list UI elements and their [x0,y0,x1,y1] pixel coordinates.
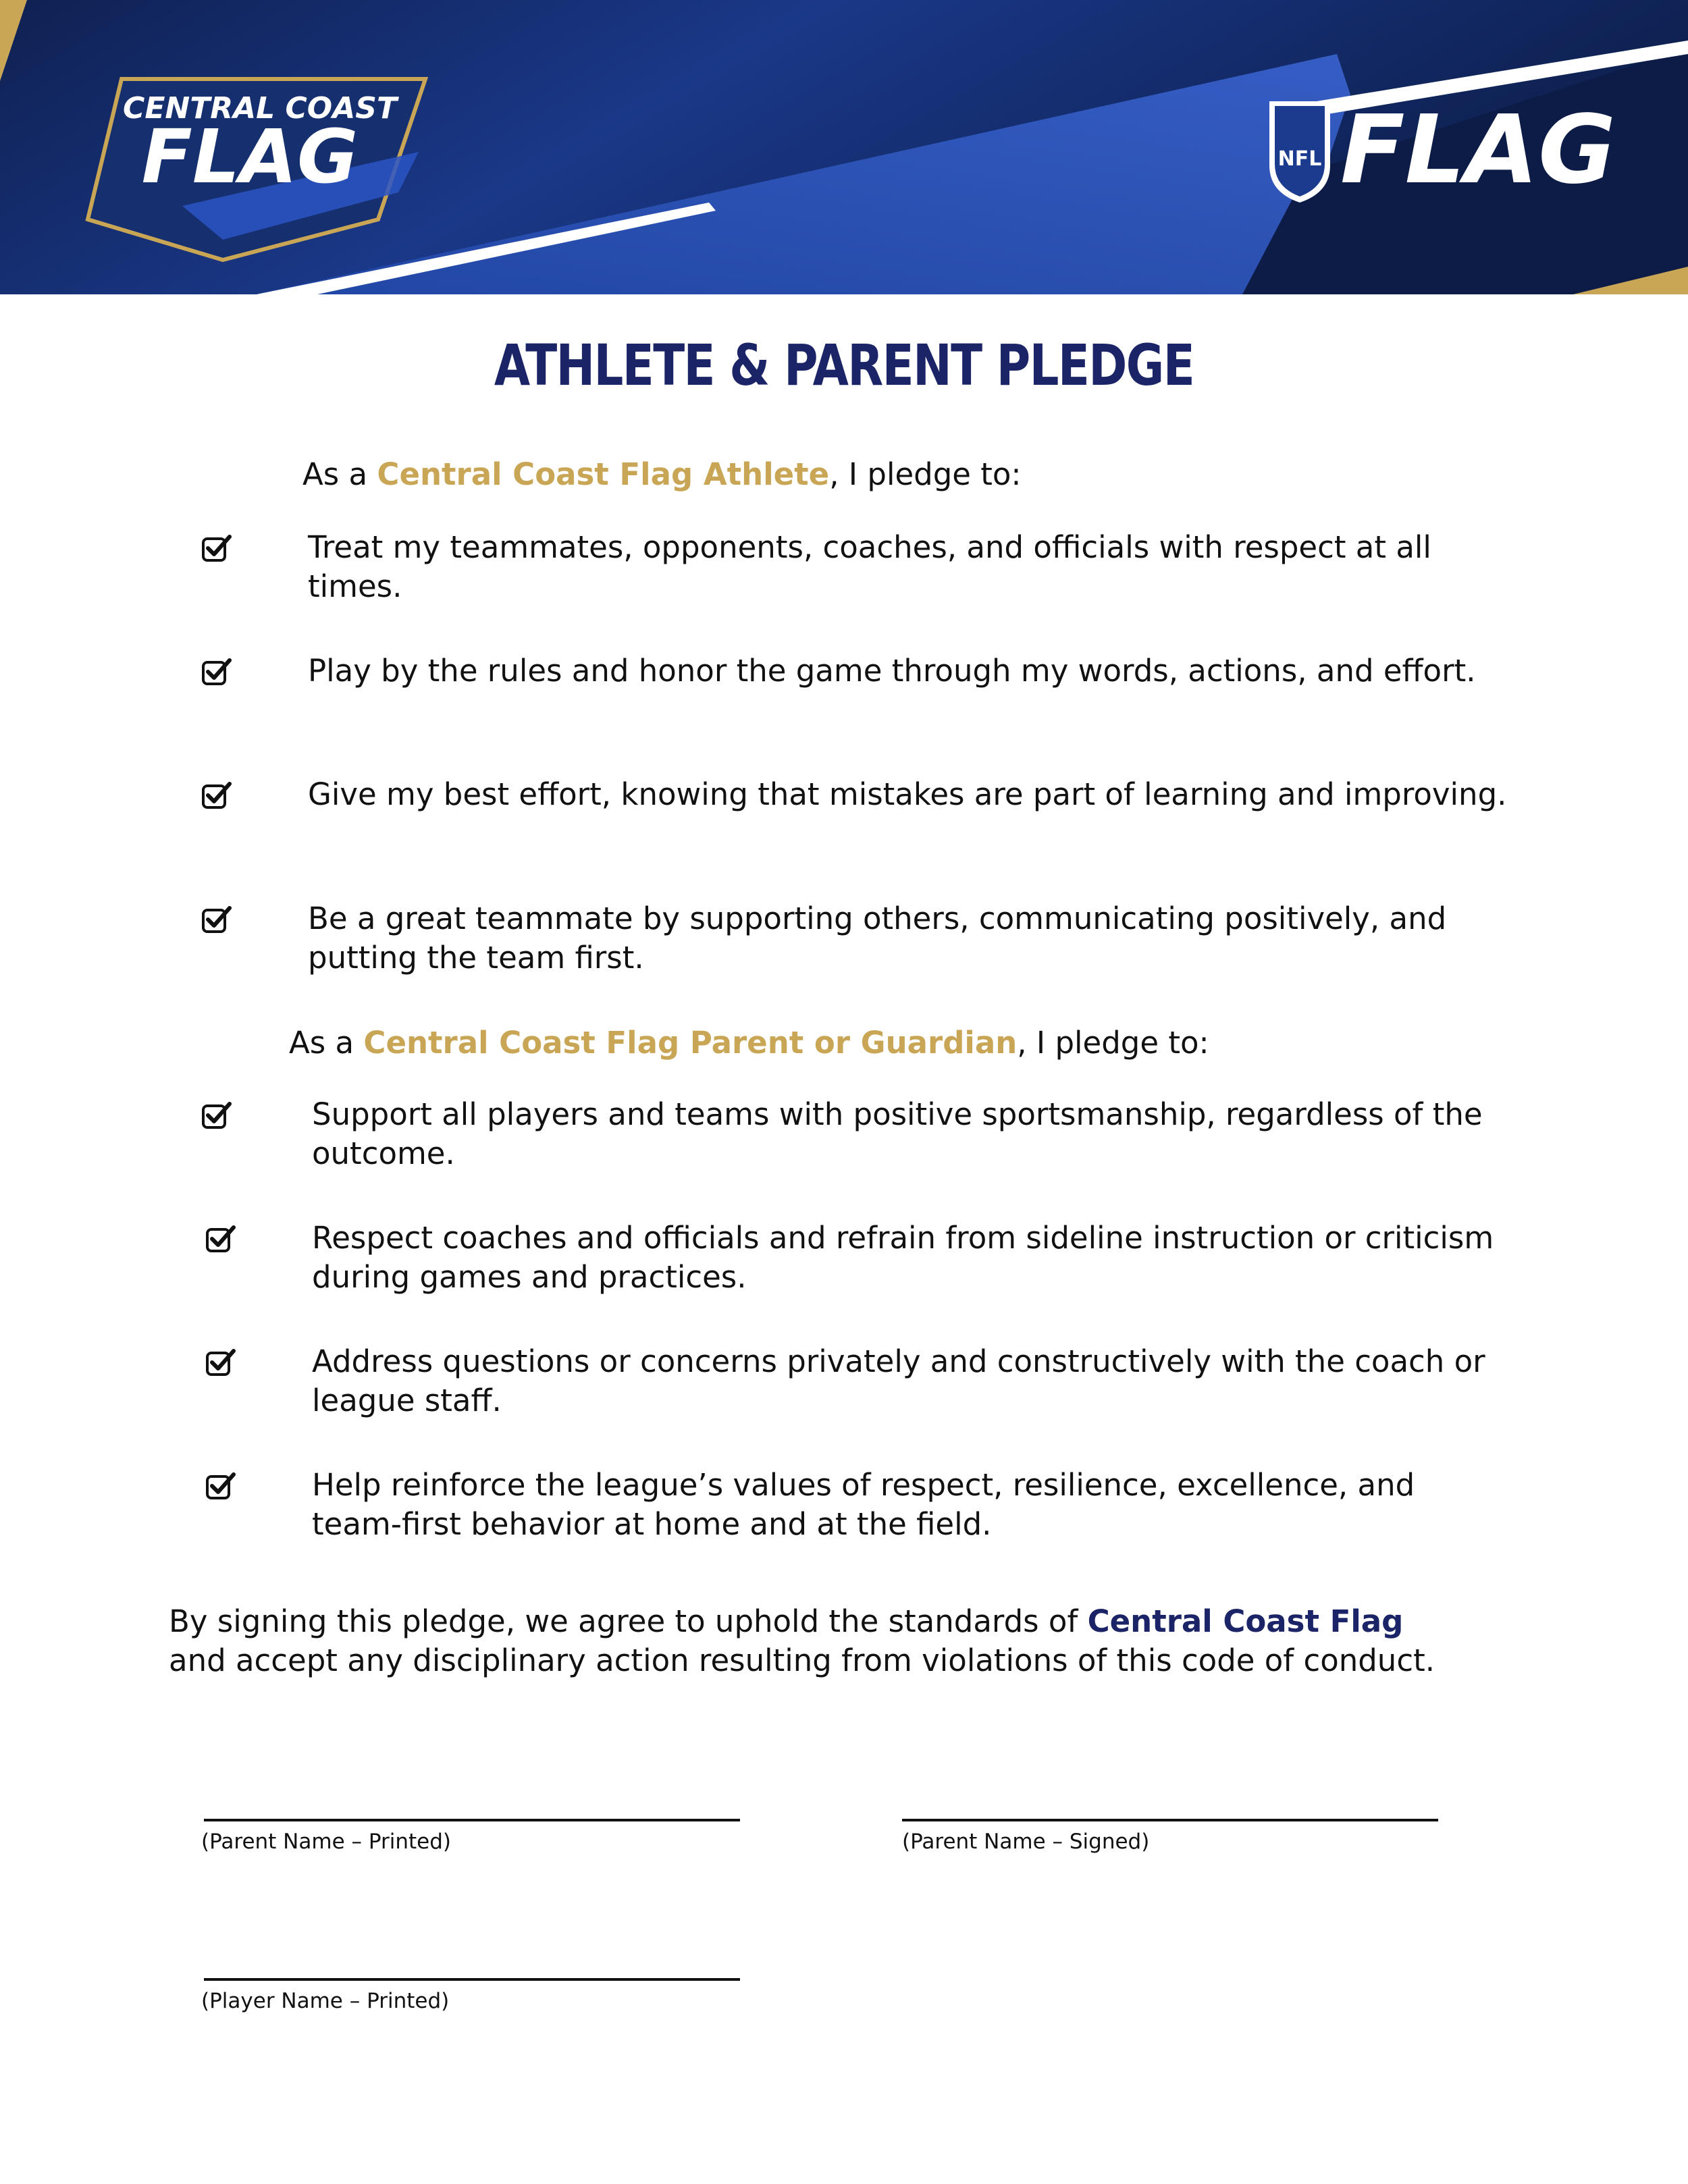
parent-intro [289,1024,1209,1062]
nfl-badge-text: NFL [1277,147,1322,171]
parent-intro-highlight: Central Coast Flag Parent or Guardian [363,1025,1018,1061]
checkbox-checked-icon [201,780,232,811]
pledge-text: Respect coaches and officials and refrain from sideline instruction or criticism during games and practices. [312,1220,1494,1295]
athlete-intro [302,456,1022,494]
checkbox-checked-icon [201,1100,232,1131]
pledge-text: Treat my teammates, opponents, coaches, and officials with respect at all times. [308,529,1431,604]
pledge-text: Play by the rules and honor the game through my words, actions, and effort. [308,653,1476,689]
checkbox-checked-icon [201,905,232,936]
checkbox-checked-icon [205,1348,236,1379]
parent-signed-line[interactable] [902,1819,1438,1821]
parent-printed-line[interactable] [204,1819,740,1821]
athlete-intro-pre: As a [302,456,377,492]
player-printed-line[interactable] [204,1978,740,1981]
logo-line1: CENTRAL COAST [123,91,397,126]
shield-icon [81,71,432,273]
pledge-text: Support all players and teams with positive sportsmanship, regardless of the outcome. [312,1096,1483,1171]
checkbox-checked-icon [205,1224,236,1255]
pledge-text: Address questions or concerns privately and constructively with the coach or league staff. [312,1343,1485,1418]
parent-signed-label: (Parent Name – Signed) [902,1830,1150,1854]
parent-intro-pre: As a [289,1025,364,1061]
checkbox-checked-icon [201,657,232,688]
nfl-flag-logo [1266,91,1617,206]
pledge-text: Help reinforce the league’s values of respect, resilience, excellence, and team-first behavior at home and at the field. [312,1467,1415,1542]
parent-intro-post: , I pledge to: [1017,1025,1209,1061]
player-printed-label: (Player Name – Printed) [201,1989,450,2013]
pledge-text: Be a great teammate by supporting others, communicating positively, and putting the team first. [308,901,1447,976]
athlete-intro-highlight: Central Coast Flag Athlete [377,456,830,492]
central-coast-flag-logo [81,71,432,273]
closing-pre: By signing this pledge, we agree to uphold the standards of [169,1603,1088,1639]
closing-post: and accept any disciplinary action resulting from violations of this code of conduct. [169,1643,1435,1678]
athlete-intro-post: , I pledge to: [829,456,1022,492]
flag-wordmark: FLAG [1340,95,1616,205]
pledge-text: Give my best effort, knowing that mistakes are part of learning and improving. [308,776,1507,812]
checkbox-checked-icon [205,1471,236,1502]
checkbox-checked-icon [201,533,232,564]
page-title: ATHLETE & PARENT PLEDGE [494,332,1194,398]
nfl-shield-icon [1266,91,1617,206]
parent-printed-label: (Parent Name – Printed) [201,1830,452,1854]
closing-highlight: Central Coast Flag [1087,1603,1404,1639]
logo-line2: FLAG [141,113,359,200]
closing-statement [169,1602,1452,1680]
